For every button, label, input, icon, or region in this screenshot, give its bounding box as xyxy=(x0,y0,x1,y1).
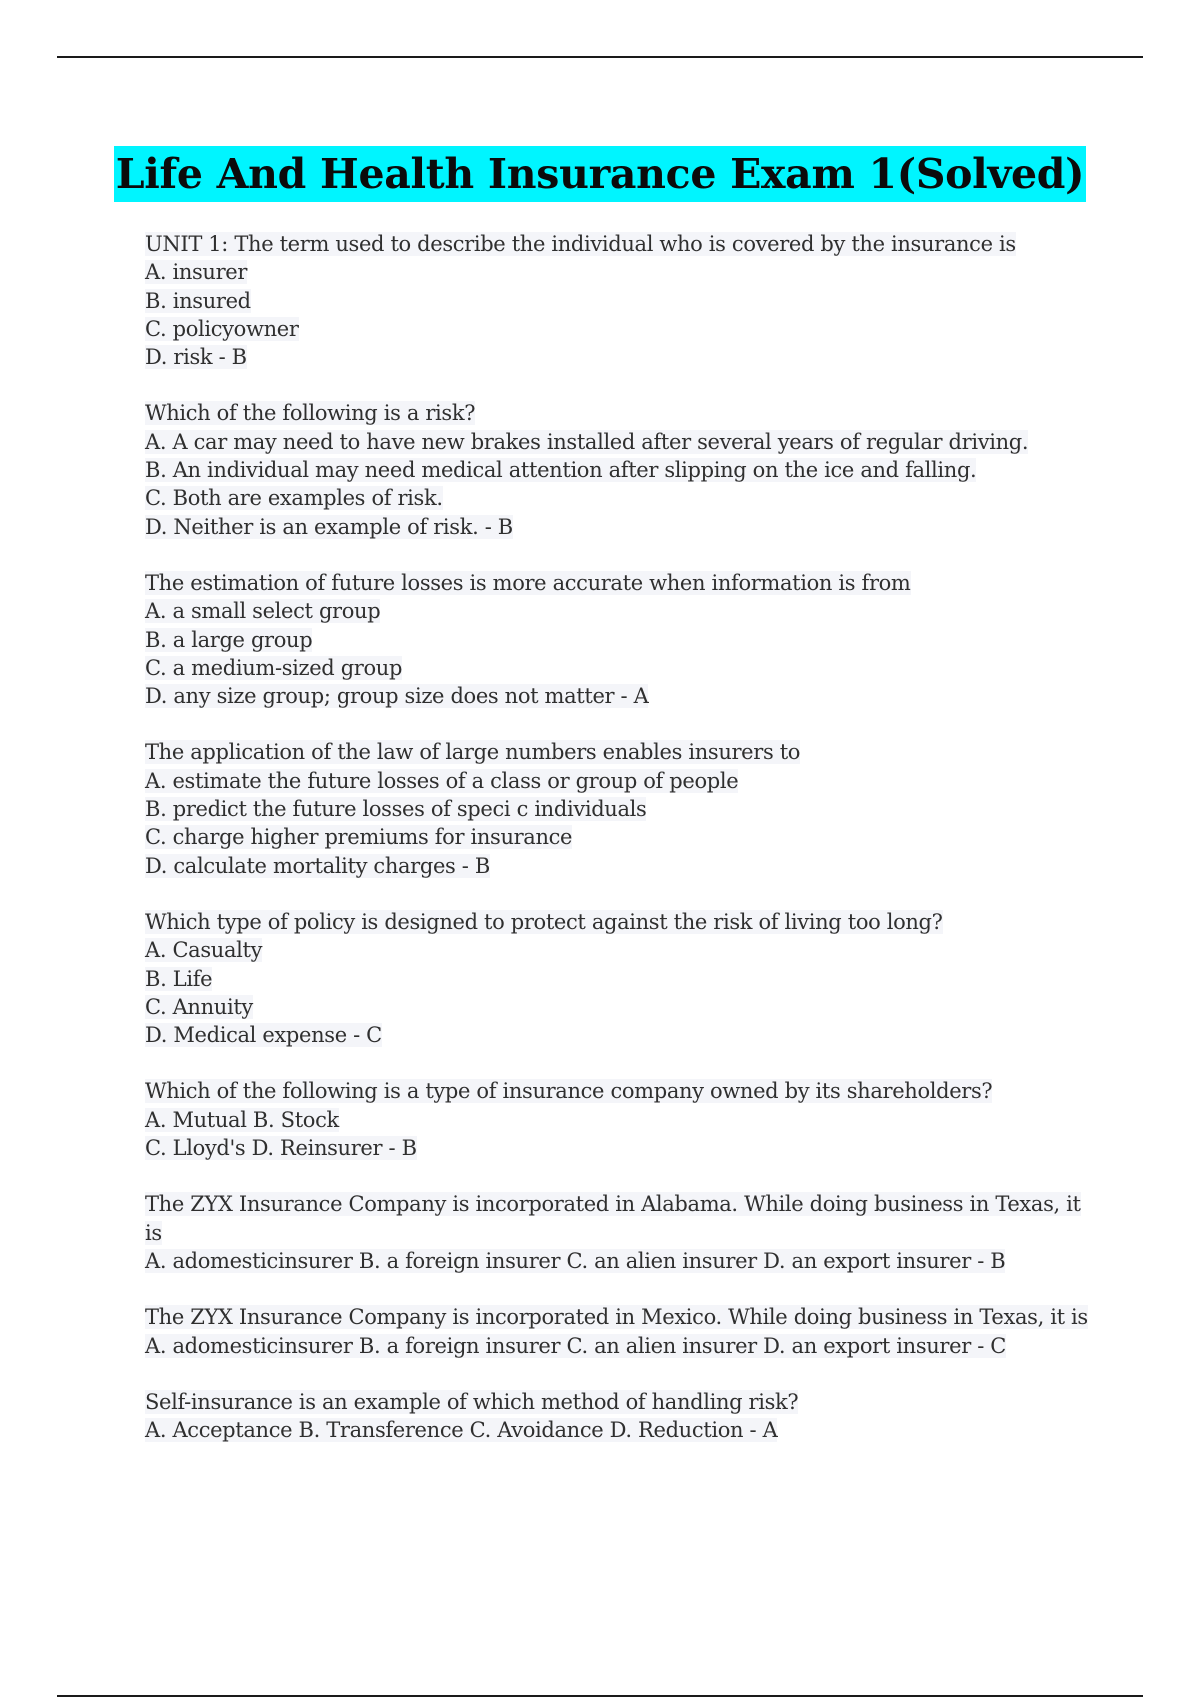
question-text: The ZYX Insurance Company is incorporated in Alabama. While doing business in Texas, it xyxy=(145,1192,1081,1217)
question-2 xyxy=(145,399,1085,540)
question-8 xyxy=(145,1303,1088,1360)
answer-option: A. a small select group xyxy=(145,599,381,624)
answer-option: B. predict the future losses of speci c individuals xyxy=(145,797,647,822)
question-text: The estimation of future losses is more accurate when information is from xyxy=(145,570,911,595)
question-text-continued: is xyxy=(145,1220,162,1245)
answer-option: C. Annuity xyxy=(145,994,253,1019)
question-list xyxy=(145,230,1088,1472)
question-text: Which type of policy is designed to protect against the risk of living too long? xyxy=(145,909,943,934)
answer-option: C. Lloyd's D. Reinsurer - B xyxy=(145,1136,417,1161)
question-5 xyxy=(145,908,1085,1049)
answer-option: A. A car may need to have new brakes installed after several years of regular driving. xyxy=(145,429,1029,454)
question-4 xyxy=(145,738,1085,879)
answer-option: B. An individual may need medical attention after slipping on the ice and falling. xyxy=(145,458,977,483)
answer-option: A. adomesticinsurer B. a foreign insurer C. an alien insurer D. an export insurer - B xyxy=(145,1248,1006,1273)
answer-option: B. a large group xyxy=(145,627,313,652)
answer-option: A. Mutual B. Stock xyxy=(145,1107,339,1132)
question-text: Which of the following is a risk? xyxy=(145,401,476,426)
top-rule xyxy=(57,56,1143,58)
answer-option: A. Acceptance B. Transference C. Avoidance D. Reduction - A xyxy=(145,1418,778,1443)
answer-option: A. adomesticinsurer B. a foreign insurer C. an alien insurer D. an export insurer - C xyxy=(145,1333,1006,1358)
question-text: The application of the law of large numbers enables insurers to xyxy=(145,740,801,765)
answer-option: D. calculate mortality charges - B xyxy=(145,853,490,878)
answer-option: B. insured xyxy=(145,288,251,313)
answer-option: A. Casualty xyxy=(145,938,263,963)
title-block xyxy=(0,146,1200,202)
document-title: Life And Health Insurance Exam 1(Solved) xyxy=(114,146,1086,202)
bottom-rule xyxy=(57,1695,1143,1697)
question-text: Which of the following is a type of insurance company owned by its shareholders? xyxy=(145,1079,993,1104)
question-text: The ZYX Insurance Company is incorporated in Mexico. While doing business in Texas, it is xyxy=(145,1305,1088,1330)
answer-option: D. Neither is an example of risk. - B xyxy=(145,514,513,539)
answer-option: D. any size group; group size does not matter - A xyxy=(145,684,649,709)
answer-option: C. charge higher premiums for insurance xyxy=(145,825,573,850)
answer-option: D. Medical expense - C xyxy=(145,1023,382,1048)
answer-option: C. policyowner xyxy=(145,316,299,341)
question-9 xyxy=(145,1388,1085,1445)
question-3 xyxy=(145,569,1085,710)
question-text: UNIT 1: The term used to describe the individual who is covered by the insurance is xyxy=(145,232,1016,256)
answer-option: B. Life xyxy=(145,966,213,991)
question-1 xyxy=(145,230,1085,371)
answer-option: D. risk - B xyxy=(145,345,247,370)
answer-option: A. insurer xyxy=(145,260,248,285)
question-6 xyxy=(145,1077,1085,1162)
answer-option: C. Both are examples of risk. xyxy=(145,486,443,511)
answer-option: A. estimate the future losses of a class or group of people xyxy=(145,768,739,793)
question-text: Self-insurance is an example of which method of handling risk? xyxy=(145,1389,799,1414)
question-7 xyxy=(145,1190,1085,1275)
answer-option: C. a medium-sized group xyxy=(145,655,403,680)
